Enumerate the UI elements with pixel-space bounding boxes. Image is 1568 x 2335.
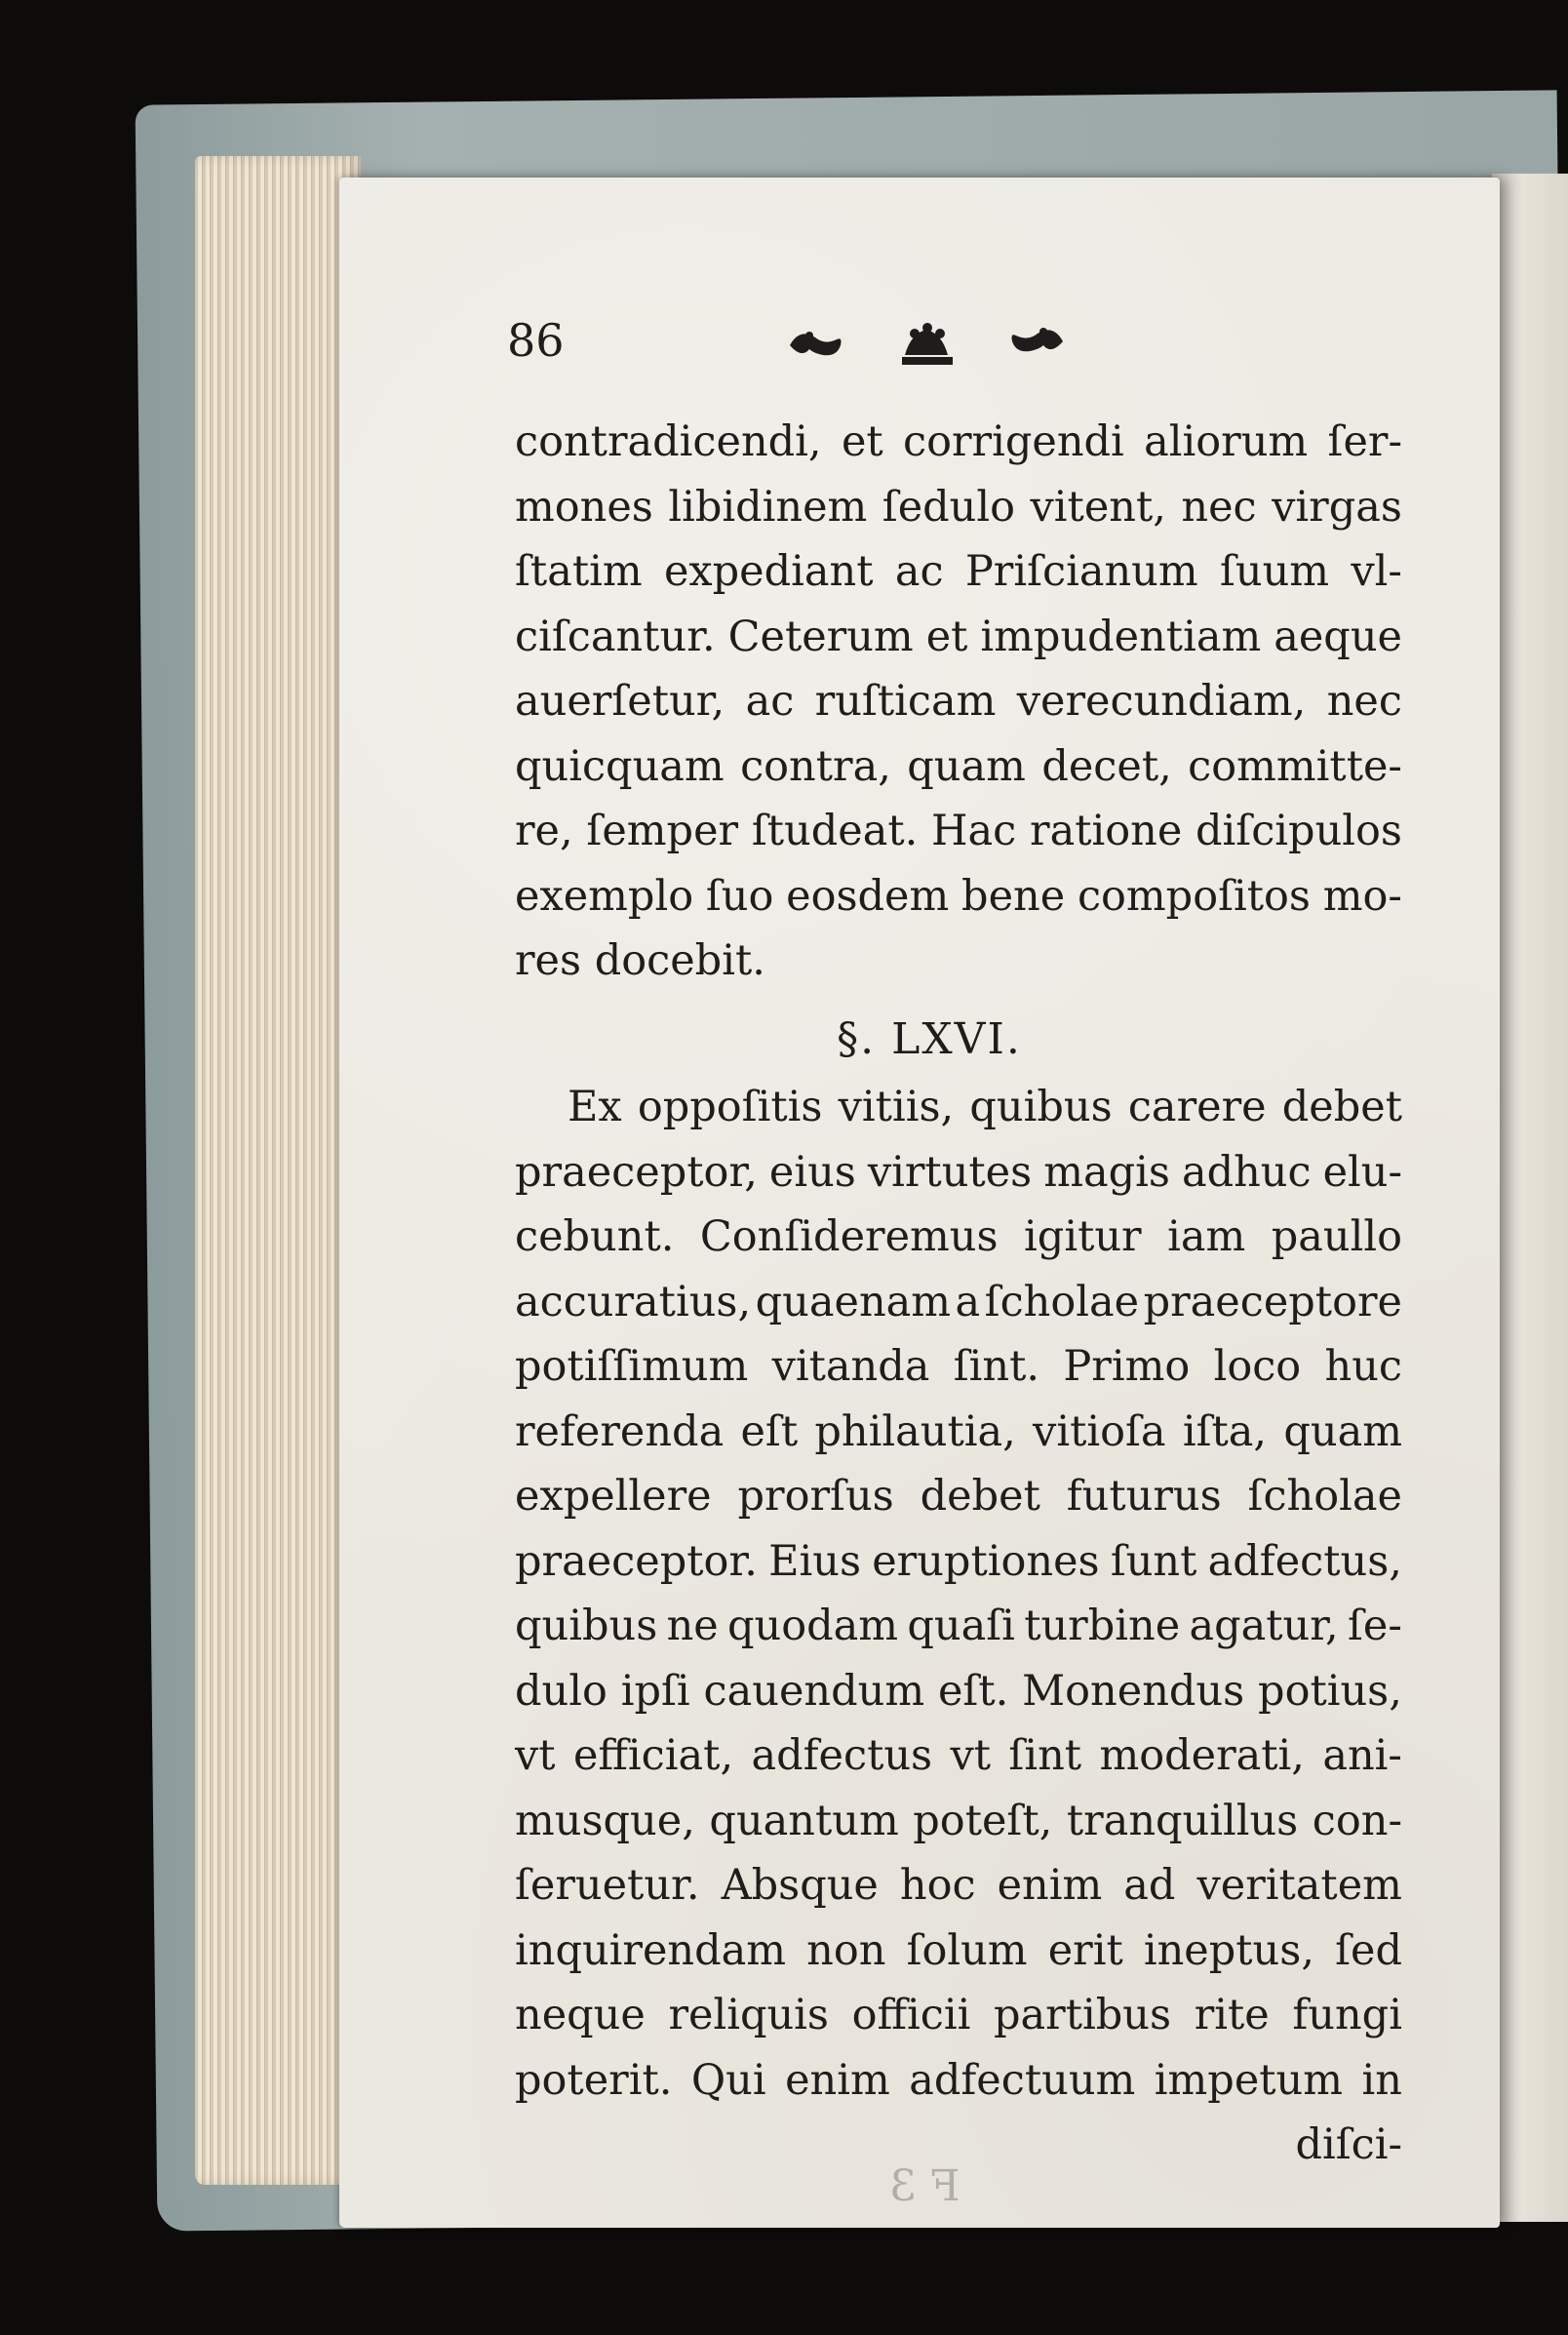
word: compoſitos [1077, 871, 1311, 921]
word: aliorum [1144, 417, 1309, 466]
text-line [515, 1400, 1402, 1465]
text-line [515, 799, 1402, 864]
word: ſtatim [515, 547, 643, 596]
text-line [515, 1270, 1402, 1335]
word: expediant [663, 547, 874, 596]
word: ne [666, 1602, 719, 1650]
word: potiſſimum [515, 1342, 749, 1391]
word: enim [997, 1861, 1103, 1910]
word: ſcholae [984, 1277, 1140, 1326]
word: adfectuum [909, 2055, 1136, 2105]
word: efficiat, [572, 1731, 734, 1780]
text-line [515, 1205, 1402, 1270]
text-line [515, 1075, 1402, 1140]
word: contradicendi, [515, 417, 822, 466]
facing-page [1492, 174, 1568, 2222]
word: praeceptore [1143, 1277, 1402, 1326]
word: poterit. [515, 2055, 673, 2105]
word: eſt [740, 1406, 799, 1456]
word: Monendus [1022, 1666, 1245, 1716]
word: eruptiones [872, 1536, 1100, 1586]
word: enim [785, 2055, 890, 2105]
word: ſemper [586, 807, 739, 855]
word: Ceterum [727, 612, 914, 661]
word: debet [920, 1472, 1040, 1521]
word: carere [1127, 1083, 1267, 1131]
text-line [515, 1919, 1402, 1984]
word: vitiis, [838, 1083, 955, 1131]
text-line [515, 1334, 1402, 1400]
word: virtutes [867, 1147, 1033, 1197]
word: quicquam [515, 741, 725, 791]
word: eius [768, 1147, 856, 1197]
text-line [515, 539, 1402, 605]
word: corrigendi [903, 417, 1124, 466]
text-line [515, 1140, 1402, 1206]
word: inquirendam [515, 1925, 787, 1975]
word: adfectus, [1207, 1536, 1402, 1586]
word: committe- [1188, 741, 1402, 791]
word: tranquillus [1066, 1796, 1299, 1845]
word: fungi [1292, 1991, 1402, 2039]
page-header [507, 310, 1404, 378]
word: aeque [1274, 612, 1402, 661]
word: adfectus [751, 1731, 933, 1780]
word: nec [1181, 482, 1257, 532]
word: nec [1326, 677, 1402, 726]
word: potius, [1258, 1666, 1402, 1716]
word: quantum [709, 1796, 899, 1845]
text-line [515, 1529, 1402, 1595]
word: vl- [1351, 547, 1402, 596]
word: expellere [515, 1472, 712, 1521]
word: ciſcantur. [515, 612, 716, 661]
word: erit [1047, 1925, 1123, 1975]
word: oppoſitis [637, 1083, 823, 1131]
word: ani- [1322, 1731, 1402, 1780]
ornament-icon [780, 320, 1073, 371]
word: musque, [515, 1796, 695, 1845]
page-number: 86 [507, 314, 565, 367]
word: igitur [1024, 1212, 1142, 1261]
word: dulo [515, 1666, 608, 1716]
word: Priſcianum [964, 547, 1198, 596]
word: re, [515, 807, 573, 855]
word: verecundiam, [1016, 677, 1307, 726]
word: moderati, [1099, 1731, 1305, 1780]
paragraph-2 [515, 1075, 1402, 2113]
word: in [1361, 2055, 1402, 2105]
word: Absque [721, 1861, 879, 1910]
word: ſeruetur. [515, 1861, 700, 1910]
word: quaenam [755, 1277, 952, 1326]
body-text [515, 410, 1402, 2178]
word: accuratius, [515, 1277, 752, 1326]
word: ad [1123, 1861, 1176, 1910]
word: reliquis [668, 1991, 829, 2039]
word: ſed [1335, 1925, 1402, 1975]
word: quam [907, 741, 1026, 791]
word: ſint [1008, 1731, 1082, 1780]
word: Eius [768, 1536, 862, 1586]
text-line [515, 669, 1402, 734]
word: auerſetur, [515, 677, 725, 726]
word: vt [950, 1731, 992, 1780]
word: mones [515, 482, 653, 532]
word: veritatem [1196, 1861, 1402, 1910]
word: paullo [1271, 1212, 1402, 1261]
word: agatur, [1189, 1602, 1339, 1650]
word: exemplo [515, 871, 694, 921]
text-line [515, 410, 1402, 475]
word: con- [1312, 1796, 1402, 1845]
word: ſe- [1348, 1602, 1402, 1650]
signature-mark: F 3 [889, 2161, 960, 2211]
word: contra, [740, 741, 891, 791]
word: elu- [1322, 1147, 1402, 1197]
word: ſint. [953, 1342, 1040, 1391]
text-line [515, 1983, 1402, 2048]
word: philautia, [814, 1406, 1016, 1456]
word: ipſi [620, 1666, 690, 1716]
text-line [515, 929, 1402, 994]
text-line [515, 734, 1402, 800]
word: praeceptor, [515, 1147, 758, 1197]
text-line [515, 1659, 1402, 1724]
word: iam [1167, 1212, 1246, 1261]
word: Ex [568, 1083, 622, 1131]
word: ſtudeat. [751, 807, 919, 855]
word: ſuum [1219, 547, 1330, 596]
page-edges [195, 156, 361, 2185]
text-line [515, 605, 1402, 670]
word: ſcholae [1247, 1472, 1402, 1521]
paragraph-1 [515, 410, 1402, 929]
word: quibus [969, 1083, 1113, 1131]
word: diſcipulos [1196, 807, 1402, 855]
text-line [515, 1789, 1402, 1854]
word: turbine [1024, 1602, 1181, 1650]
text-line [515, 1594, 1402, 1659]
word: res docebit. [515, 936, 765, 985]
word: Conſideremus [699, 1212, 999, 1261]
word: ſunt [1110, 1536, 1197, 1586]
word: ſer- [1327, 417, 1402, 466]
word: adhuc [1181, 1147, 1312, 1197]
text-line [515, 475, 1402, 540]
word: ſolum [906, 1925, 1028, 1975]
word: bene [961, 871, 1066, 921]
word: mo- [1322, 871, 1402, 921]
word: loco [1213, 1342, 1302, 1391]
word: quaſi [907, 1602, 1015, 1650]
word: ruſticam [814, 677, 997, 726]
word: cauendum [703, 1666, 925, 1716]
word: ſedulo [882, 482, 1016, 532]
word: virgas [1272, 482, 1402, 532]
word: a [955, 1277, 981, 1326]
word: decet, [1041, 741, 1172, 791]
word: libidinem [668, 482, 868, 532]
word: hoc [899, 1861, 976, 1910]
word: impetum [1154, 2055, 1344, 2105]
word: debet [1281, 1083, 1402, 1131]
word: Hac [931, 807, 1017, 855]
word: ac [894, 547, 944, 596]
word: eſt. [937, 1666, 1009, 1716]
word: partibus [994, 1991, 1172, 2039]
word: prorſus [737, 1472, 894, 1521]
word: magis [1043, 1147, 1170, 1197]
word: referenda [515, 1406, 725, 1456]
text-line [515, 2048, 1402, 2114]
word: ineptus, [1143, 1925, 1314, 1975]
section-heading: §. LXVI. [837, 1013, 1022, 1064]
catchword: diſci- [1295, 2120, 1402, 2169]
word: ſuo [705, 871, 774, 921]
text-line [515, 864, 1402, 930]
word: poteſt, [913, 1796, 1053, 1845]
text-line [515, 1853, 1402, 1919]
word: quam [1283, 1406, 1402, 1456]
word: et [841, 417, 883, 466]
word: Primo [1063, 1342, 1191, 1391]
word: vitanda [771, 1342, 930, 1391]
word: cebunt. [515, 1212, 675, 1261]
word: vt [515, 1731, 556, 1780]
word: officii [851, 1991, 971, 2039]
word: quibus [515, 1602, 658, 1650]
word: ratione [1030, 807, 1183, 855]
word: vitioſa [1033, 1406, 1166, 1456]
word: et [925, 612, 968, 661]
word: impudentiam [980, 612, 1262, 661]
word: Qui [690, 2055, 766, 2105]
word: ac [745, 677, 795, 726]
word: futurus [1066, 1472, 1222, 1521]
word: praeceptor. [515, 1536, 758, 1586]
word: neque [515, 1991, 646, 2039]
word: quodam [727, 1602, 899, 1650]
word: eosdem [786, 871, 950, 921]
word: non [806, 1925, 886, 1975]
word: huc [1324, 1342, 1402, 1391]
text-line [515, 1464, 1402, 1529]
text-line [515, 1723, 1402, 1789]
word: rite [1194, 1991, 1270, 2039]
word: iſta, [1182, 1406, 1268, 1456]
word: vitent, [1030, 482, 1166, 532]
